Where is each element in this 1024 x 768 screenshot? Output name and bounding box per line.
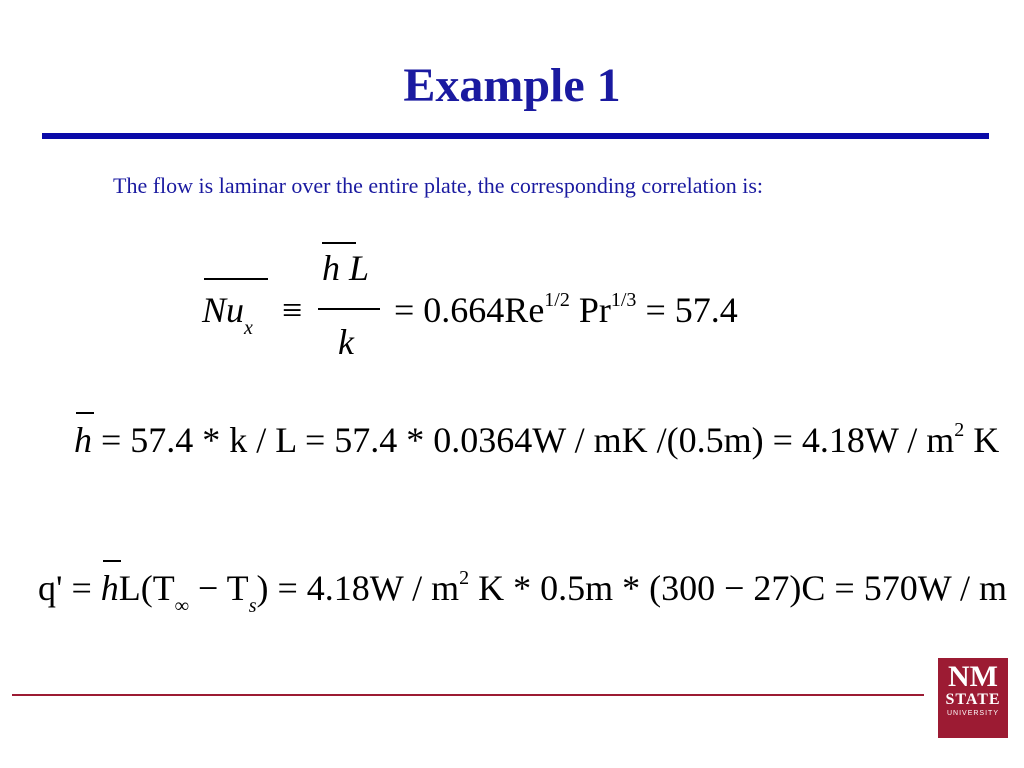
l-symbol: L [340,248,370,288]
nu-term [202,290,253,339]
h-bar-symbol: h [100,568,119,608]
re-exponent: 1/2 [544,289,570,311]
nusselt-result: = 57.4 [636,290,738,330]
m-squared-exponent: 2 [954,419,965,441]
h-overline [322,242,356,244]
footer-rule [12,694,924,696]
re-term: = 0.664Re [394,290,545,330]
nusselt-rhs [394,289,738,330]
pr-term: Pr [569,290,611,330]
t-inf-subscript: ∞ [174,595,190,617]
nu-overline [204,278,268,280]
logo-university: UNIVERSITY [946,710,999,717]
t-s-subscript: s [248,595,257,617]
nmsu-logo [938,658,1008,738]
q-part2: − T [189,568,249,608]
q-part1: L(T [118,568,175,608]
title-underline [42,133,989,139]
fraction-bar [318,308,380,310]
equiv-symbol: ≡ [282,290,303,330]
logo-state: STATE [945,691,1001,708]
heat-rate-equation [38,567,1008,617]
h-symbol: h [322,248,340,288]
m-squared-exponent: 2 [459,567,470,589]
slide-title: Example 1 [403,59,621,112]
fraction-numerator [322,250,369,286]
nu-symbol: Nu [202,290,245,330]
heat-transfer-coefficient-equation [74,419,1000,460]
q-prime-lhs: q' = [38,568,101,608]
nusselt-equation [198,236,838,366]
h-calc-end: K [964,420,1000,460]
h-bar-symbol: h [74,420,92,460]
fraction-denominator: k [338,322,354,362]
pr-exponent: 1/3 [610,289,637,311]
q-part3: ) = 4.18W / m [256,568,460,608]
logo-nm: NM [948,660,998,693]
nu-subscript: x [244,317,253,339]
intro-text: The flow is laminar over the entire plate, the corresponding correlation is: [113,173,763,198]
h-calc-body: = 57.4 * k / L = 57.4 * 0.0364W / mK /(0.5m) = 4.18W / m [92,420,955,460]
q-part4: K * 0.5m * (300 − 27)C = 570W / m [469,568,1008,608]
